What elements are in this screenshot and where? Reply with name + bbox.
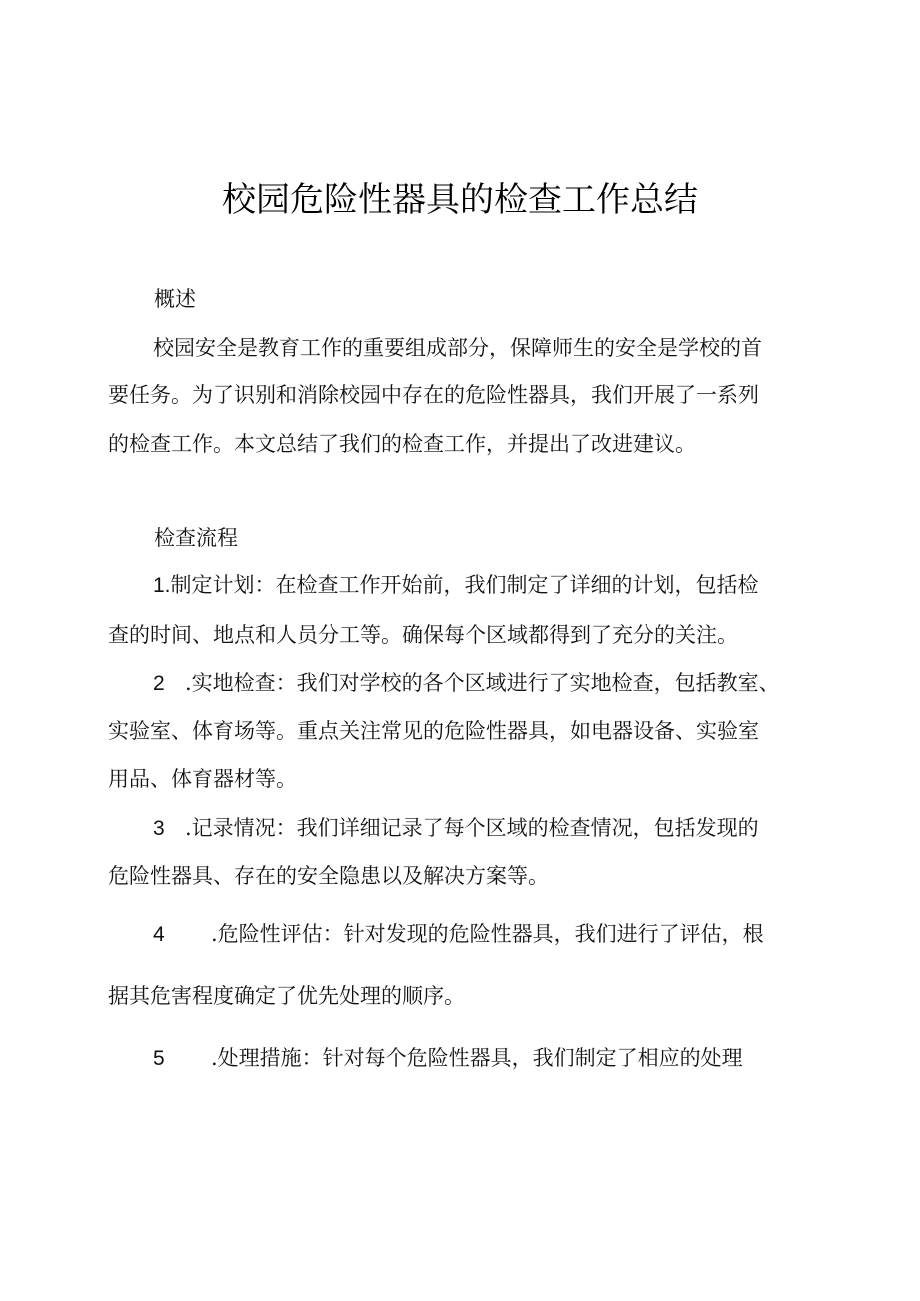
process-item-text: 制定计划：在检查工作开始前，我们制定了详细的计划，包括检 <box>170 573 759 597</box>
overview-line-3: 的检查工作。本文总结了我们的检查工作，并提出了改进建议。 <box>108 432 696 456</box>
process-item-number: 1. <box>153 574 171 597</box>
overview-line-2: 要任务。为了识别和消除校园中存在的危险性器具，我们开展了一系列 <box>108 383 759 407</box>
overview-line-1: 校园安全是教育工作的重要组成部分，保障师生的安全是学校的首 <box>153 336 762 360</box>
process-item-text: .记录情况：我们详细记录了每个区域的检查情况，包括发现的 <box>185 816 759 840</box>
process-item-4-continuation: 据其危害程度确定了优先处理的顺序。 <box>108 984 465 1008</box>
process-item-text: .实地检查：我们对学校的各个区域进行了实地检查，包括教室、 <box>185 671 780 695</box>
process-item-1 <box>153 570 759 601</box>
process-item-number: 2 <box>153 672 165 695</box>
document-title: 校园危险性器具的检查工作总结 <box>222 180 698 220</box>
overview-heading: 概述 <box>154 287 196 311</box>
process-item-2-continuation-1: 实验室、体育场等。重点关注常见的危险性器具，如电器设备、实验室 <box>108 719 759 743</box>
process-item-number: 5 <box>153 1047 165 1070</box>
process-item-text: .危险性评估：针对发现的危险性器具，我们进行了评估，根 <box>211 922 764 946</box>
process-item-2-continuation-2: 用品、体育器材等。 <box>108 767 297 791</box>
process-item-5 <box>153 1043 743 1074</box>
process-item-number: 3 <box>153 817 165 840</box>
process-item-3-continuation: 危险性器具、存在的安全隐患以及解决方案等。 <box>108 864 549 888</box>
process-heading: 检查流程 <box>154 526 238 550</box>
process-item-3 <box>153 813 759 844</box>
process-item-4 <box>153 919 764 950</box>
process-item-number: 4 <box>153 923 165 946</box>
process-item-2 <box>153 668 780 699</box>
process-item-text: .处理措施：针对每个危险性器具，我们制定了相应的处理 <box>211 1046 743 1070</box>
process-item-1-continuation: 查的时间、地点和人员分工等。确保每个区域都得到了充分的关注。 <box>108 623 738 647</box>
